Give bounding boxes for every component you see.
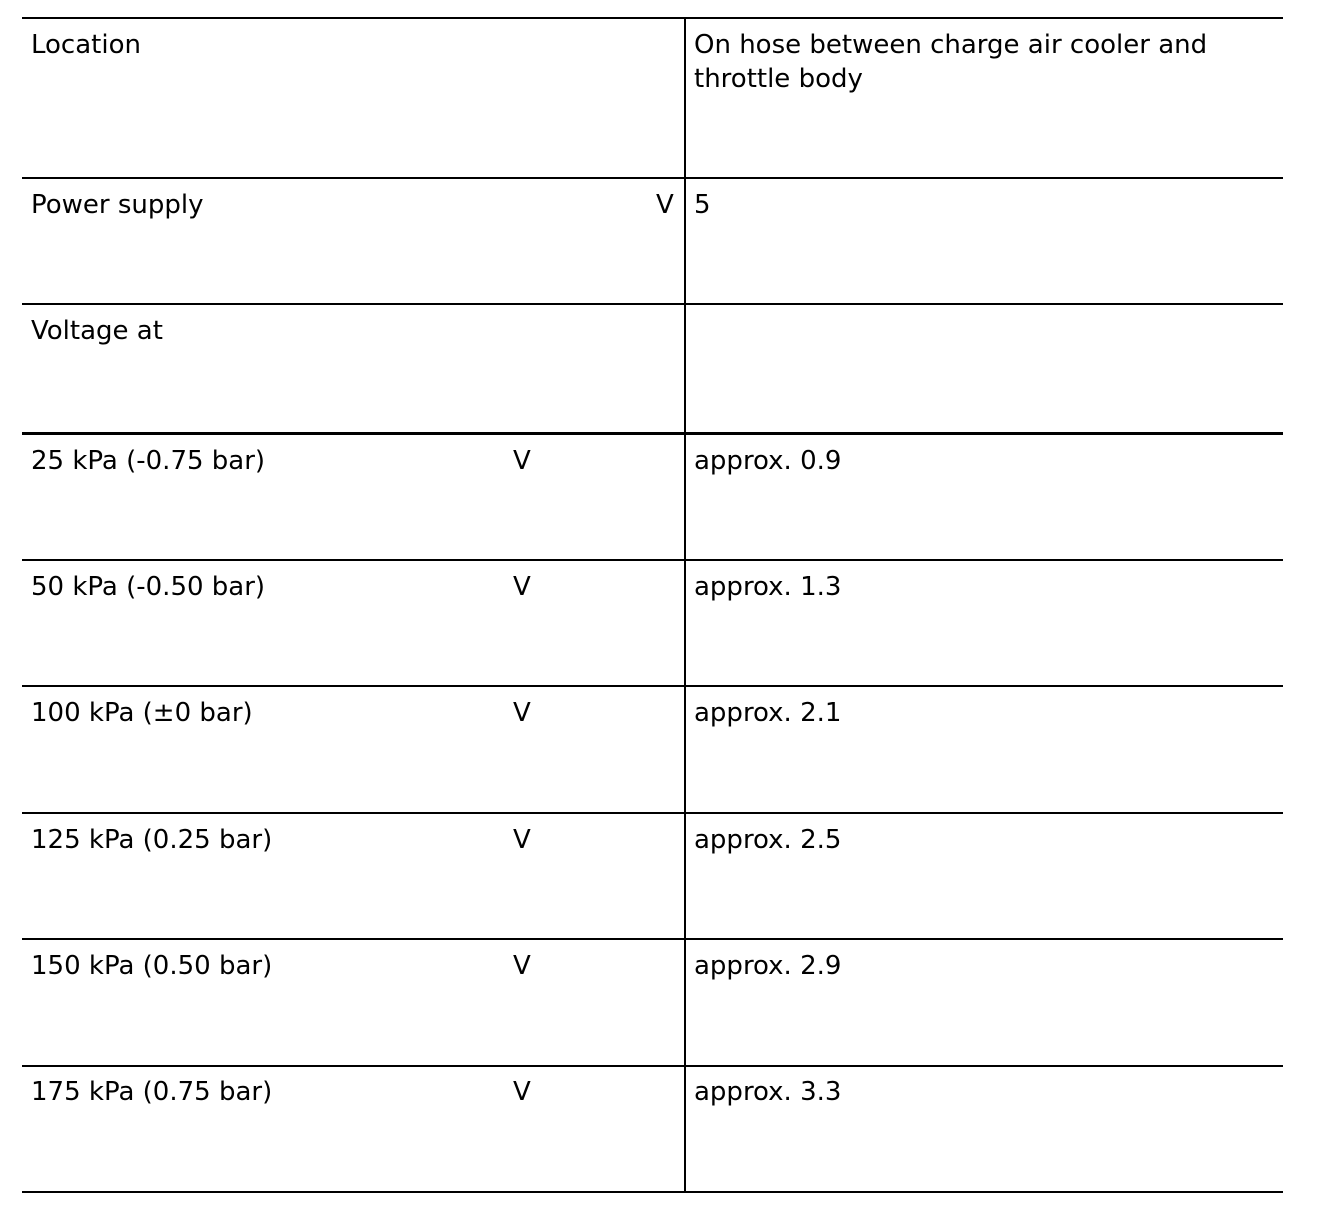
row-divider: [22, 812, 1283, 814]
location-label: Location: [31, 30, 141, 60]
column-divider: [684, 17, 686, 1193]
unit-label: V: [513, 698, 531, 728]
unit-label: V: [513, 951, 531, 981]
pressure-label: 150 kPa (0.50 bar): [31, 951, 273, 981]
pressure-label: 50 kPa (-0.50 bar): [31, 572, 266, 602]
unit-label: V: [513, 825, 531, 855]
pressure-label: 175 kPa (0.75 bar): [31, 1077, 273, 1107]
voltage-at-label: Voltage at: [31, 316, 163, 346]
voltage-value: approx. 2.1: [694, 698, 842, 728]
row-divider: [22, 177, 1283, 179]
voltage-value: approx. 3.3: [694, 1077, 842, 1107]
row-divider: [22, 685, 1283, 687]
row-divider: [22, 938, 1283, 940]
row-divider: [22, 1065, 1283, 1067]
row-divider: [22, 559, 1283, 561]
row-divider: [22, 303, 1283, 305]
power-supply-label: Power supply: [31, 190, 204, 220]
voltage-value: approx. 1.3: [694, 572, 842, 602]
voltage-value: approx. 2.9: [694, 951, 842, 981]
row-divider: [22, 432, 1283, 435]
unit-label: V: [513, 446, 531, 476]
table-bottom-rule: [22, 1191, 1283, 1193]
voltage-value: approx. 0.9: [694, 446, 842, 476]
pressure-label: 25 kPa (-0.75 bar): [31, 446, 266, 476]
pressure-label: 100 kPa (±0 bar): [31, 698, 253, 728]
location-value: On hose between charge air cooler and throttle body: [694, 30, 1208, 94]
table-top-rule: [22, 17, 1283, 19]
unit-label: V: [513, 1077, 531, 1107]
pressure-label: 125 kPa (0.25 bar): [31, 825, 273, 855]
power-supply-unit: V: [656, 190, 674, 220]
power-supply-value: 5: [694, 190, 711, 220]
unit-label: V: [513, 572, 531, 602]
spec-table: [22, 17, 1283, 1193]
voltage-value: approx. 2.5: [694, 825, 842, 855]
